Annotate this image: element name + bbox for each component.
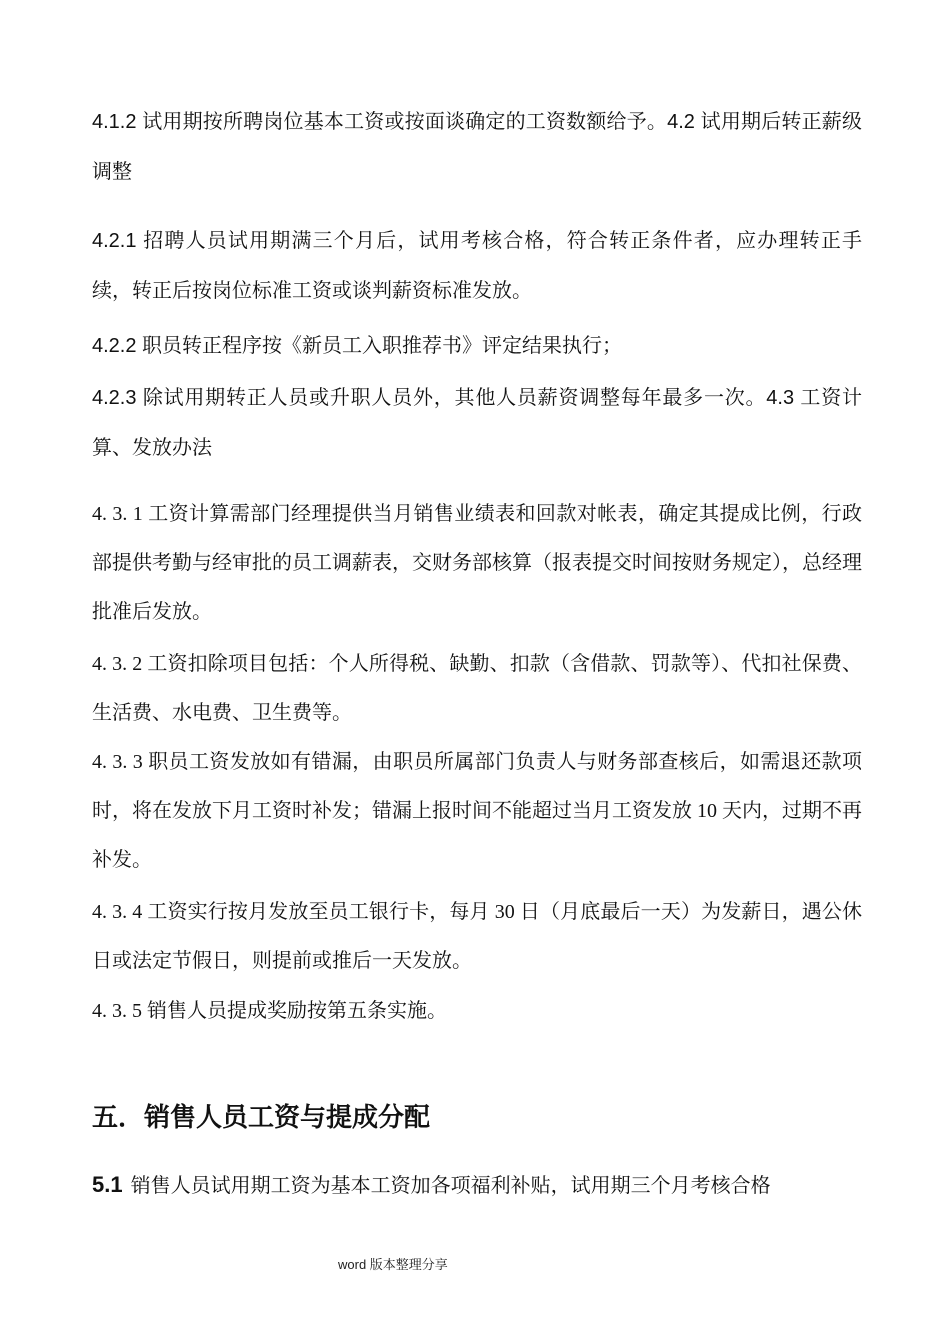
paragraph-4-2-2: 4.2.2 职员转正程序按《新员工入职推荐书》评定结果执行；	[92, 335, 623, 357]
paragraph-4-3-4: 4. 3. 4 工资实行按月发放至员工银行卡，每月 30 日（月底最后一天）为发薪日，遇公休日或法定节假日，则提前或推后一天发放。	[92, 901, 862, 972]
paragraph-4-2-3: 4.2.3 除试用期转正人员或升职人员外，其他人员薪资调整每年最多一次。4.3 工资计算、发放办法	[92, 387, 862, 459]
paragraph-5-1	[92, 1160, 862, 1211]
paragraph-4-2-1: 4.2.1 招聘人员试用期满三个月后，试用考核合格，符合转正条件者，应办理转正手续，转正后按岗位标准工资或谈判薪资标准发放。	[92, 230, 862, 302]
paragraph-4-3-3: 4. 3. 3 职员工资发放如有错漏，由职员所属部门负责人与财务部查核后，如需退还款项时，将在发放下月工资时补发；错漏上报时间不能超过当月工资发放 10 天内，过期不再补发。	[92, 751, 862, 871]
paragraph-4-3-1: 4. 3. 1 工资计算需部门经理提供当月销售业绩表和回款对帐表，确定其提成比例，行政部提供考勤与经审批的员工调薪表，交财务部核算（报表提交时间按财务规定），总经理批准后发放。	[92, 503, 862, 623]
paragraph-4-1-2: 4.1.2 试用期按所聘岗位基本工资或按面谈确定的工资数额给予。4.2 试用期后转正薪级调整	[92, 111, 862, 183]
paragraph-5-1-text: 销售人员试用期工资为基本工资加各项福利补贴，试用期三个月考核合格	[130, 1175, 771, 1197]
paragraph-4-3-2: 4. 3. 2 工资扣除项目包括：个人所得税、缺勤、扣款（含借款、罚款等）、代扣社保费、生活费、水电费、卫生费等。	[92, 653, 862, 724]
paragraph-4-3-5: 4. 3. 5 销售人员提成奖励按第五条实施。	[92, 1000, 447, 1022]
section-number: 5.1	[92, 1172, 123, 1197]
section-heading: 五．销售人员工资与提成分配	[92, 1102, 431, 1132]
page-footer: word 版本整理分享	[338, 1257, 448, 1272]
